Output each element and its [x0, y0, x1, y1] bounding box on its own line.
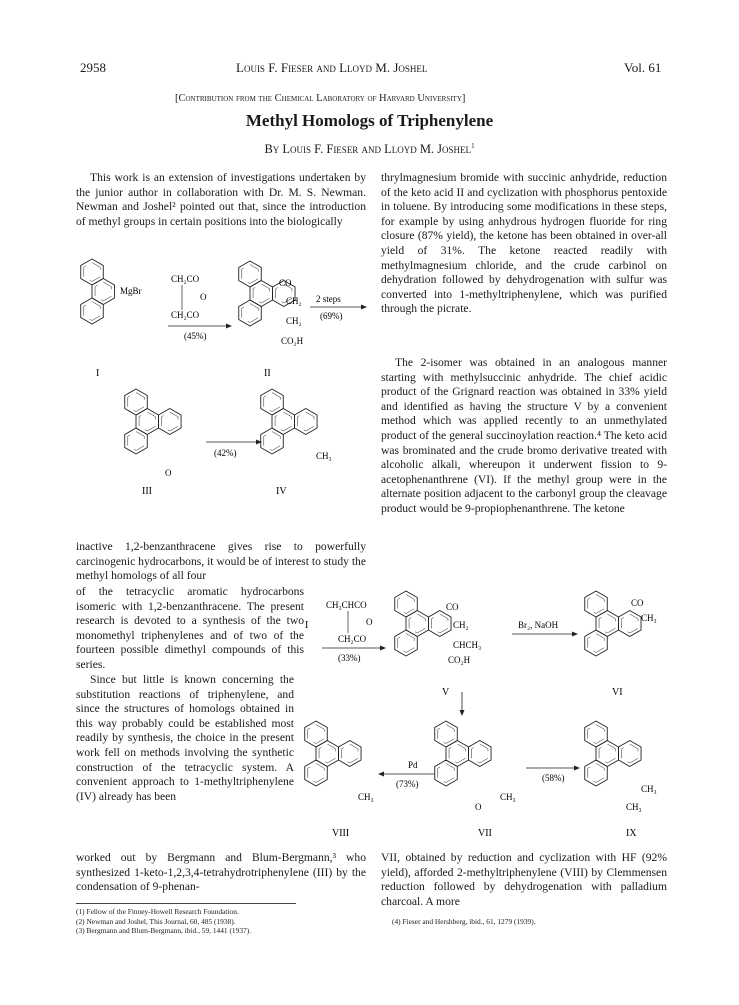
label-III: III — [142, 486, 152, 497]
left-tail-paragraph: worked out by Bergmann and Blum-Bergmann,³ who synthesized 1-keto-1,2,3,4-tetrahydrotriphenylene (III) by the condensation of 9-phenan- — [76, 851, 366, 894]
byline — [0, 142, 739, 157]
yield-69: (69%) — [320, 311, 343, 321]
ii-co: CO — [279, 278, 292, 288]
running-title: Louis F. Fieser and Lloyd M. Joshel — [236, 60, 428, 75]
ix-methyl-a: CH₃ — [641, 784, 657, 794]
vi-co: CO — [631, 598, 644, 608]
label-I: I — [96, 368, 100, 379]
footnote-1: (1) Fellow of the Finney-Howell Research Foundation. — [76, 907, 239, 916]
label-II: II — [264, 368, 271, 379]
label-V: V — [442, 687, 450, 698]
structure-IX — [585, 721, 657, 812]
vii-oxygen: O — [475, 802, 482, 812]
structure-II — [239, 261, 304, 346]
byline-text: By Louis F. Fieser and Lloyd M. Joshel — [264, 142, 472, 157]
structure-VI — [585, 591, 657, 656]
v-ch2: CH₂ — [453, 620, 469, 630]
structure-V — [395, 591, 481, 665]
methylsuccinic-oxygen: O — [366, 617, 373, 627]
left-narrow-paragraph: of the tetracyclic aromatic hydrocarbons isomeric with 1,2-benzanthracene. The present research is devoted to a synthesis of the two monomethyl triphenylenes and of two of the fourteen possible dimethyl compounds of this series. — [76, 585, 304, 671]
reaction-scheme-2 — [296, 588, 686, 845]
contribution-line: [Contribution from the Chemical Laboratory of Harvard University] — [175, 93, 466, 104]
label-IX: IX — [626, 828, 637, 839]
methylsuccinic-top: CH₃CHCO — [326, 600, 367, 610]
br2-naoh: Br₂, NaOH — [518, 620, 559, 630]
volume: Vol. 61 — [624, 60, 662, 75]
ix-methyl-b: CH₃ — [626, 802, 642, 812]
yield-73: (73%) — [396, 779, 419, 789]
left-intro-paragraph: This work is an extension of investigations undertaken by the junior author in collaboration with Dr. M. S. Newman. Newman and Joshel² pointed out that, since the introduction of methyl groups in certain positions into the biologically — [76, 171, 366, 228]
v-co: CO — [446, 602, 459, 612]
ii-co2h: CO₂H — [281, 336, 304, 346]
methylsuccinic-bottom: CH₂CO — [338, 634, 367, 644]
structure-I — [81, 259, 142, 324]
left-continuation: inactive 1,2-benzanthracene gives rise to powerfully carcinogenic hydrocarbons, it would be of interest to study the methyl homologs of all four — [76, 540, 366, 583]
label-VI: VI — [612, 687, 623, 698]
anhydride-oxygen: O — [200, 292, 207, 302]
viii-methyl: CH₃ — [358, 792, 374, 802]
anhydride-bottom: CH₂CO — [171, 310, 200, 320]
two-steps: 2 steps — [316, 294, 341, 304]
yield-33: (33%) — [338, 653, 361, 663]
mgbr-label: MgBr — [120, 286, 142, 296]
left-narrow-paragraph-2: Since but little is known concerning the substitution reactions of triphenylene, and since the structures of homologs obtained in this way probably could be established most readily by synthesis, the choice in the present work fell on methods involving the synthetic construction of the tetracyclic system. A convenient approach to 1-methyltriphenylene (IV) already has been — [76, 673, 294, 803]
ii-ch2b: CH₂ — [286, 316, 302, 326]
structure-III — [125, 389, 181, 478]
footnote-2: (2) Newman and Joshel, This Journal, 60, 485 (1938). — [76, 916, 236, 926]
ii-ch2a: CH₂ — [286, 296, 302, 306]
vi-ch3: CH₃ — [641, 613, 657, 623]
yield-58: (58%) — [542, 773, 565, 783]
right-bottom-paragraph: VII, obtained by reduction and cyclization with HF (92% yield), afforded 2-methyltriphenylene (VIII) by Clemmensen reduction followed by dehydrogenation with palladium charcoal. A more — [381, 851, 667, 908]
pd-reagent: Pd — [408, 760, 418, 770]
structure-VII — [435, 721, 516, 812]
label-VIII: VIII — [332, 828, 350, 839]
right-paragraph-2: The 2-isomer was obtained in an analogous manner starting with methylsuccinic anhydride. The chief acidic product of the Grignard reaction was obtained in 33% yield and identified as having the structure V by a convenient method which was applied recently to an unmethylated product of the general succinoylation reaction.⁴ The keto acid was brominated and the crude bromo derivative treated with alcoholic alkali, whereupon it underwent fission to 9-acetophenanthrene (VI). If the methyl group were in the alternate position adjacent to the carbonyl group the cleavage product would be 9-propiophenanthrene. The ketone — [381, 356, 667, 515]
iii-oxygen: O — [165, 468, 172, 478]
structure-VIII — [305, 721, 374, 802]
footnote-rule-left — [76, 903, 296, 904]
v-co2h: CO₂H — [448, 655, 471, 665]
right-paragraph-1: thrylmagnesium bromide with succinic anhydride, reduction of the keto acid II and cyclization with phosphorus pentoxide in toluene. By introducing some modifications in these steps, for example by using anhydrous hydrogen fluoride for ring closure (87% yield), the ketone has been obtained in over-all yield of 31%. The ketone reacted readily with methylmagnesium chloride, and the crude carbinol on dehydration followed by dehydrogenation with sulfur was converted into 1-methyltriphenylene, which was purified through the picrate. — [381, 171, 667, 316]
vii-methyl: CH₃ — [500, 792, 516, 802]
v-chch3: CHCH₃ — [453, 640, 482, 650]
page-number: 2958 — [80, 60, 106, 75]
structure-IV — [261, 389, 332, 461]
label-I-2: I — [305, 620, 309, 631]
reaction-scheme-1 — [76, 252, 374, 498]
byline-footnote-mark: 1 — [471, 142, 475, 150]
yield-42: (42%) — [214, 448, 237, 458]
label-IV: IV — [276, 486, 287, 497]
yield-45: (45%) — [184, 331, 207, 341]
footnote-4: (4) Fieser and Hershberg, ibid., 61, 1279 (1939). — [392, 917, 536, 926]
label-VII: VII — [478, 828, 492, 839]
anhydride-top: CH₂CO — [171, 274, 200, 284]
article-title: Methyl Homologs of Triphenylene — [245, 111, 494, 130]
footnote-3: (3) Bergmann and Blum-Bergmann, ibid., 59, 1441 (1937). — [76, 926, 252, 936]
footnotes-right — [392, 917, 662, 927]
iv-methyl: CH₃ — [316, 451, 332, 461]
footnotes-left — [76, 907, 366, 936]
